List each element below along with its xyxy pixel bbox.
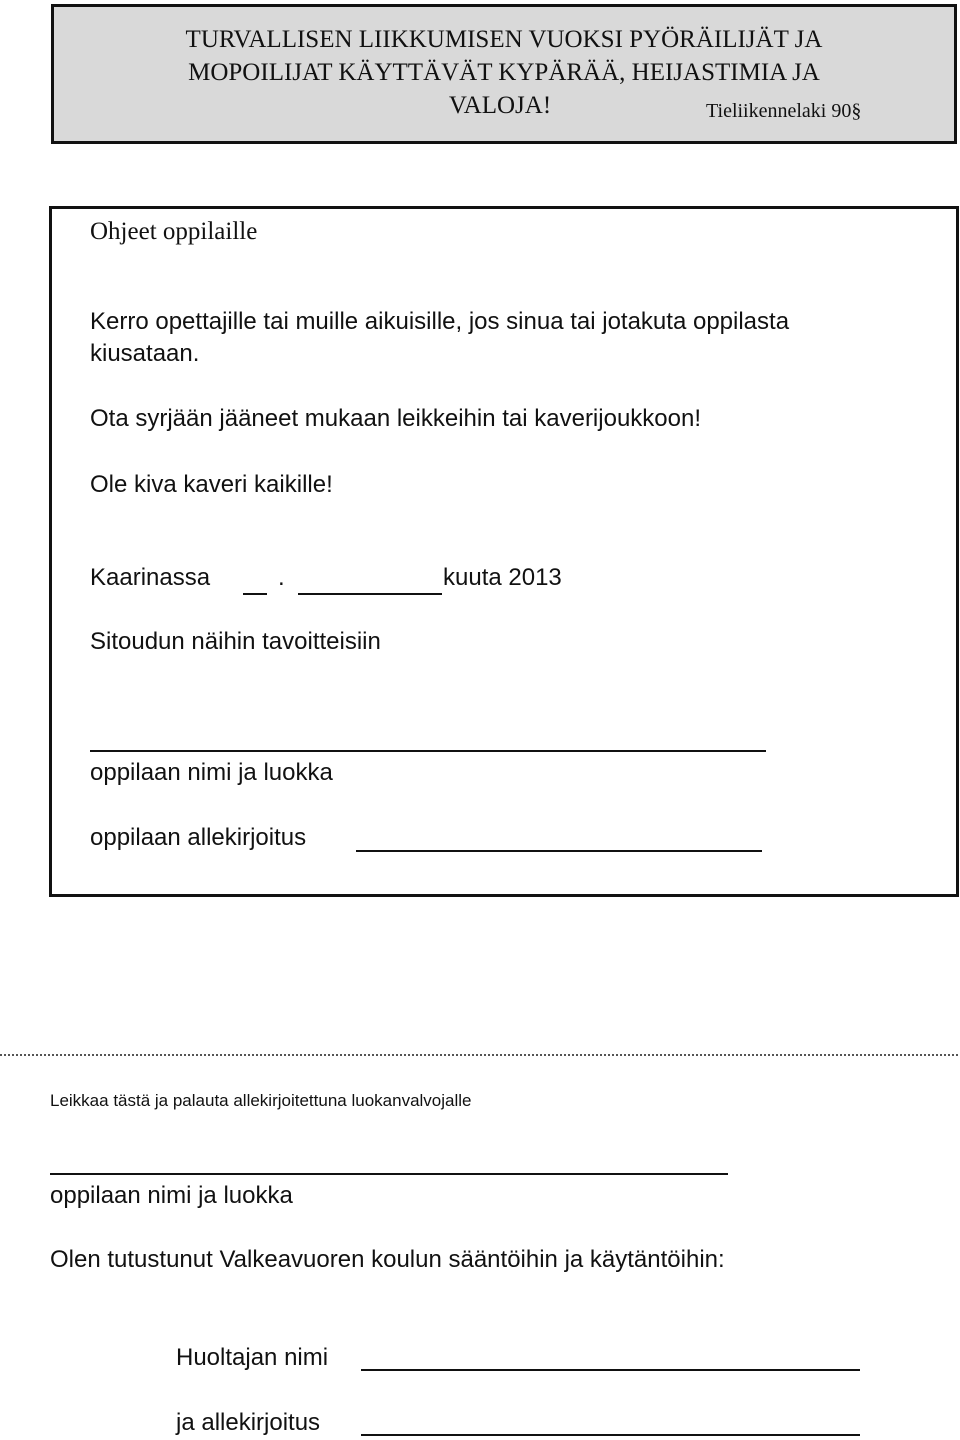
guardian-statement: Olen tutustunut Valkeavuoren koulun sääntöihin ja käytäntöihin: xyxy=(50,1246,725,1273)
student-name-label: oppilaan nimi ja luokka xyxy=(90,759,333,786)
date-separator: . xyxy=(278,564,285,591)
instruction-paragraph-1b: kiusataan. xyxy=(90,340,200,367)
slip-name-label: oppilaan nimi ja luokka xyxy=(50,1182,293,1209)
guardian-signature-label: ja allekirjoitus xyxy=(176,1409,321,1436)
student-name-line[interactable] xyxy=(90,750,766,752)
guardian-signature-line[interactable] xyxy=(361,1434,860,1436)
place-label: Kaarinassa xyxy=(90,564,211,591)
commitment-text: Sitoudun näihin tavoitteisiin xyxy=(90,628,381,655)
title-banner xyxy=(51,4,957,144)
law-reference: Tieliikennelaki 90§ xyxy=(706,100,862,122)
slip-name-line[interactable] xyxy=(50,1173,728,1175)
return-instruction: Leikkaa tästä ja palauta allekirjoitettuna luokanvalvojalle xyxy=(50,1091,472,1110)
day-blank-line[interactable] xyxy=(243,593,267,595)
student-signature-line[interactable] xyxy=(356,850,762,852)
instruction-paragraph-1a: Kerro opettajille tai muille aikuisille, jos sinua tai jotakuta oppilasta xyxy=(90,308,790,335)
cut-line xyxy=(0,1054,958,1056)
month-blank-line[interactable] xyxy=(298,593,442,595)
banner-line-1: TURVALLISEN LIIKKUMISEN VUOKSI PYÖRÄILIJÄT JA xyxy=(185,26,823,53)
guardian-name-label: Huoltajan nimi xyxy=(176,1344,329,1371)
banner-line-3: VALOJA! xyxy=(448,92,552,119)
date-suffix: kuuta 2013 xyxy=(443,564,562,591)
banner-line-2: MOPOILIJAT KÄYTTÄVÄT KYPÄRÄÄ, HEIJASTIMIA JA xyxy=(188,59,820,86)
instruction-paragraph-3: Ole kiva kaveri kaikille! xyxy=(90,471,333,498)
instruction-paragraph-2: Ota syrjään jääneet mukaan leikkeihin tai kaverijoukkoon! xyxy=(90,405,702,432)
guardian-name-line[interactable] xyxy=(361,1369,860,1371)
instructions-heading: Ohjeet oppilaille xyxy=(90,218,258,245)
student-signature-label: oppilaan allekirjoitus xyxy=(90,824,307,851)
